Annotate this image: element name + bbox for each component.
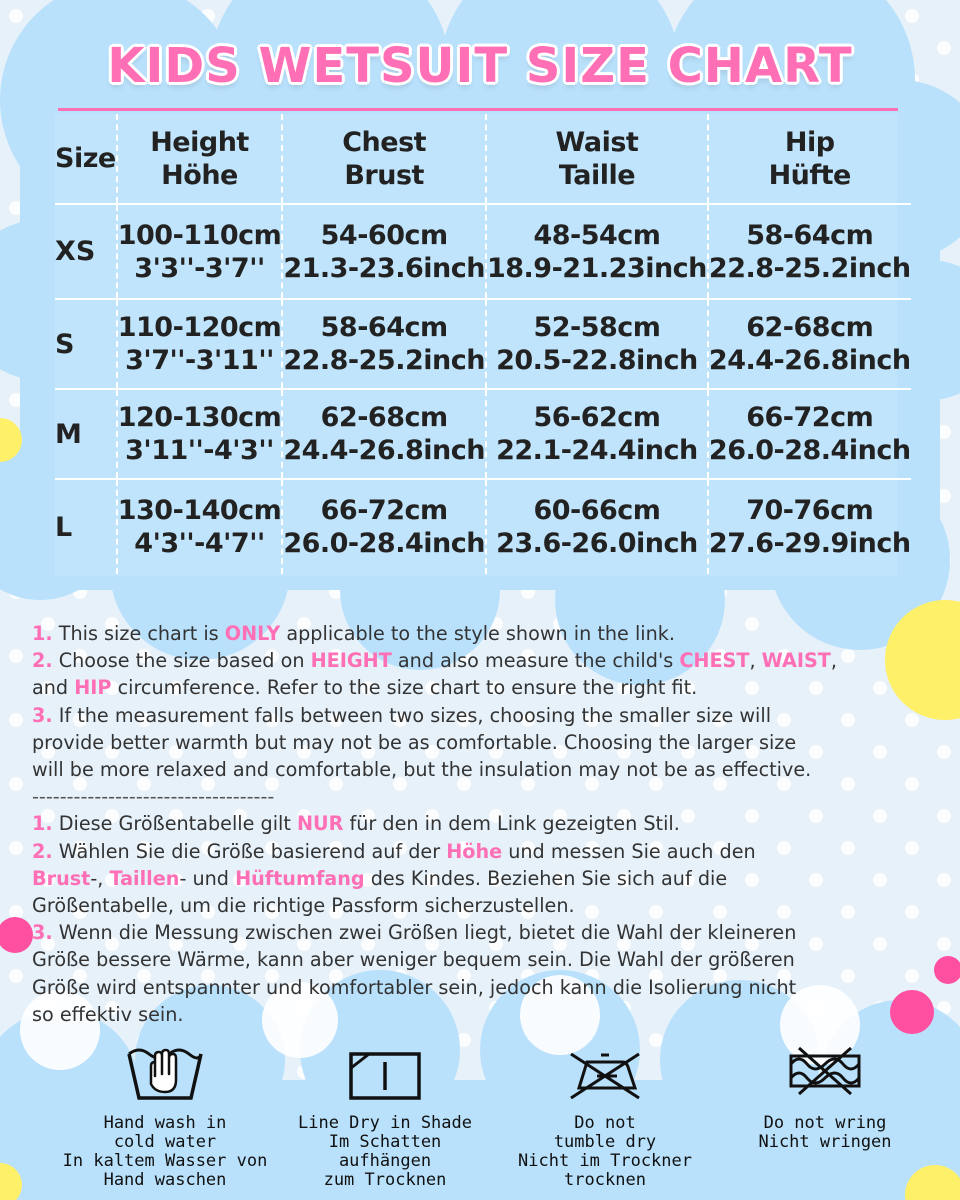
separator-line: ----------------------------------- (32, 785, 275, 809)
table-row (55, 389, 911, 479)
table-row (55, 204, 911, 299)
height-cell: 130-140cm 4'3''-4'7'' (117, 479, 283, 574)
line-dry-shade-icon (345, 1040, 425, 1106)
hand-wash-icon (125, 1040, 205, 1106)
header-hip: Hip Hüfte (708, 114, 911, 204)
chest-cell: 54-60cm 21.3-23.6inch (282, 204, 486, 299)
height-cell: 120-130cm 3'11''-4'3'' (117, 389, 283, 479)
no-tumble-dry-icon (565, 1040, 645, 1106)
chest-cell: 62-68cm 24.4-26.8inch (282, 389, 486, 479)
size-cell: XS (55, 236, 96, 267)
waist-cell: 48-54cm 18.9-21.23inch (486, 204, 708, 299)
table-row (55, 479, 911, 574)
hip-cell: 62-68cm 24.4-26.8inch (708, 299, 911, 389)
hip-cell: 66-72cm 26.0-28.4inch (708, 389, 911, 479)
chest-cell: 66-72cm 26.0-28.4inch (282, 479, 486, 574)
size-cell: L (55, 511, 73, 543)
waist-cell: 56-62cm 22.1-24.4inch (486, 389, 708, 479)
waist-cell: 60-66cm 23.6-26.0inch (486, 479, 708, 574)
care-instructions (60, 1040, 930, 1190)
size-chart-table (55, 114, 911, 574)
hip-cell: 58-64cm 22.8-25.2inch (708, 204, 911, 299)
waist-cell: 52-58cm 20.5-22.8inch (486, 299, 708, 389)
note-de-3: 3. Wenn die Messung zwischen zwei Größen liegt, bietet die Wahl der kleineren Größe bessere Wärme, kann aber weniger bequem sein. Die Wahl der größeren Größe wird entspannter und komfortabler sein, jedoch kann die Isolierung nicht so effektiv sein. (32, 921, 797, 1026)
note-en-2: 2. Choose the size based on HEIGHT and also measure the child's CHEST, WAIST, and HIP circumference. Refer to the size chart to ensure the right fit. (32, 649, 837, 700)
chest-cell: 58-64cm 22.8-25.2inch (282, 299, 486, 389)
height-cell: 110-120cm 3'7''-3'11'' (117, 299, 283, 389)
note-en-1: 1. This size chart is ONLY applicable to the style shown in the link. (32, 622, 675, 645)
header-height: Height Höhe (117, 114, 283, 204)
header-waist: Waist Taille (486, 114, 708, 204)
table-row (55, 299, 911, 389)
care-no-tumble-dry: Do not tumble dry Nicht im Trockner trocknen (500, 1040, 710, 1190)
care-line-dry: Line Dry in Shade Im Schatten aufhängen zum Trocknen (280, 1040, 490, 1190)
height-cell: 100-110cm 3'3''-3'7'' (117, 204, 283, 299)
table-header-row (55, 114, 911, 204)
note-en-3: 3. If the measurement falls between two sizes, choosing the smaller size will provide better warmth but may not be as comfortable. Choosing the larger size will be more relaxed and comfortable, but the insulation may not be as effective. (32, 703, 812, 782)
hip-cell: 70-76cm 27.6-29.9inch (708, 479, 911, 574)
title-underline (58, 108, 898, 111)
care-no-wring: Do not wring Nicht wringen (720, 1040, 930, 1190)
header-chest: Chest Brust (282, 114, 486, 204)
header-size: Size (55, 143, 116, 174)
care-hand-wash: Hand wash in cold water In kaltem Wasser von Hand waschen (60, 1040, 270, 1190)
no-wring-icon (785, 1040, 865, 1106)
note-de-1: 1. Diese Größentabelle gilt NUR für den in dem Link gezeigten Stil. (32, 812, 680, 836)
size-cell: S (55, 328, 75, 360)
size-cell: M (55, 418, 82, 450)
note-de-2: 2. Wählen Sie die Größe basierend auf der Höhe und messen Sie auch den Brust-, Taillen- und Hüftumfang des Kindes. Beziehen Sie sich auf die Größentabelle, um die richtige Passform sicherzustellen. (32, 839, 756, 918)
page-title: KIDS WETSUIT SIZE CHART (107, 38, 853, 94)
notes-section (32, 620, 942, 1028)
